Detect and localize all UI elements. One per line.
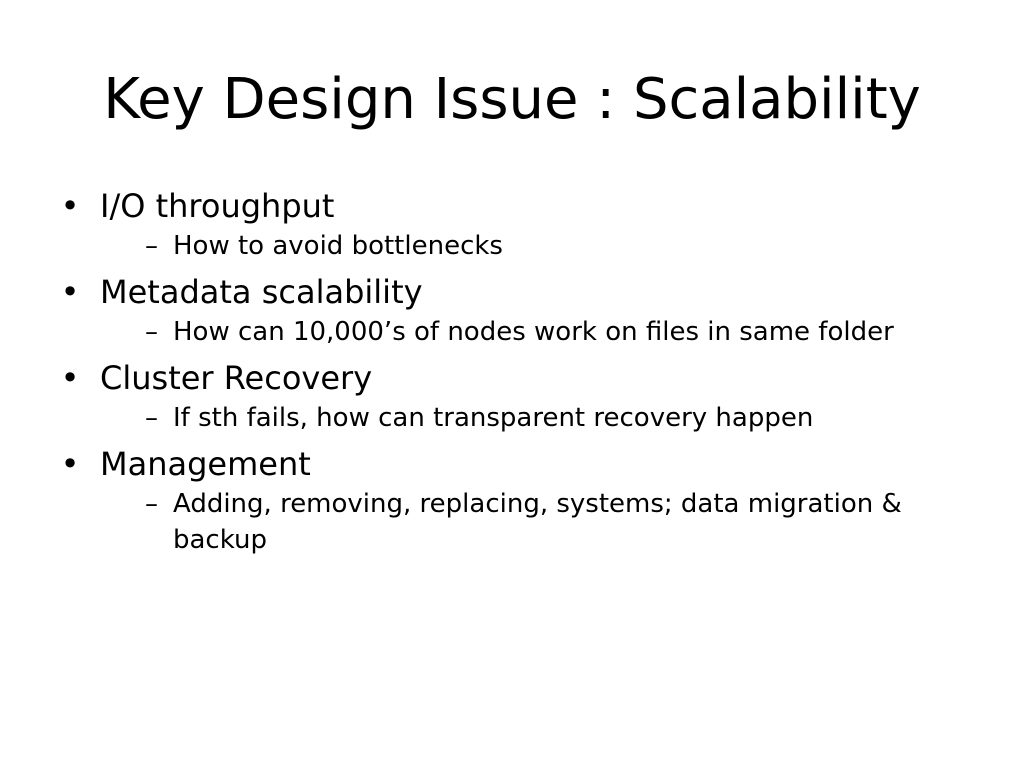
bullet-point xyxy=(60,442,960,486)
bullet-text: I/O throughput xyxy=(100,187,335,225)
dash-icon: – xyxy=(145,317,158,347)
bullet-icon: • xyxy=(60,359,80,397)
sub-point xyxy=(145,314,953,350)
bullet-text: Management xyxy=(100,445,311,483)
slide-title: Key Design Issue : Scalability xyxy=(103,67,921,132)
sub-point-text: If sth fails, how can transparent recovery happen xyxy=(173,403,814,433)
dash-icon: – xyxy=(145,231,158,261)
bullet-text: Cluster Recovery xyxy=(100,359,373,397)
sub-point xyxy=(145,486,953,558)
list-item xyxy=(60,356,960,436)
bullet-icon: • xyxy=(60,273,80,311)
bullet-point xyxy=(60,356,960,400)
sub-point-text: How can 10,000’s of nodes work on files in same folder xyxy=(173,317,894,347)
bullet-text: Metadata scalability xyxy=(100,273,423,311)
list-item xyxy=(60,442,960,558)
bullet-icon: • xyxy=(60,187,80,225)
sub-point xyxy=(145,228,953,264)
dash-icon: – xyxy=(145,403,158,433)
sub-point xyxy=(145,400,953,436)
list-item xyxy=(60,184,960,264)
bullet-list xyxy=(60,184,960,558)
bullet-point xyxy=(60,270,960,314)
sub-point-text: How to avoid bottlenecks xyxy=(173,231,503,261)
sub-point-text: Adding, removing, replacing, systems; data migration & backup xyxy=(173,489,902,555)
bullet-point xyxy=(60,184,960,228)
dash-icon: – xyxy=(145,489,158,519)
list-item xyxy=(60,270,960,350)
bullet-icon: • xyxy=(60,445,80,483)
